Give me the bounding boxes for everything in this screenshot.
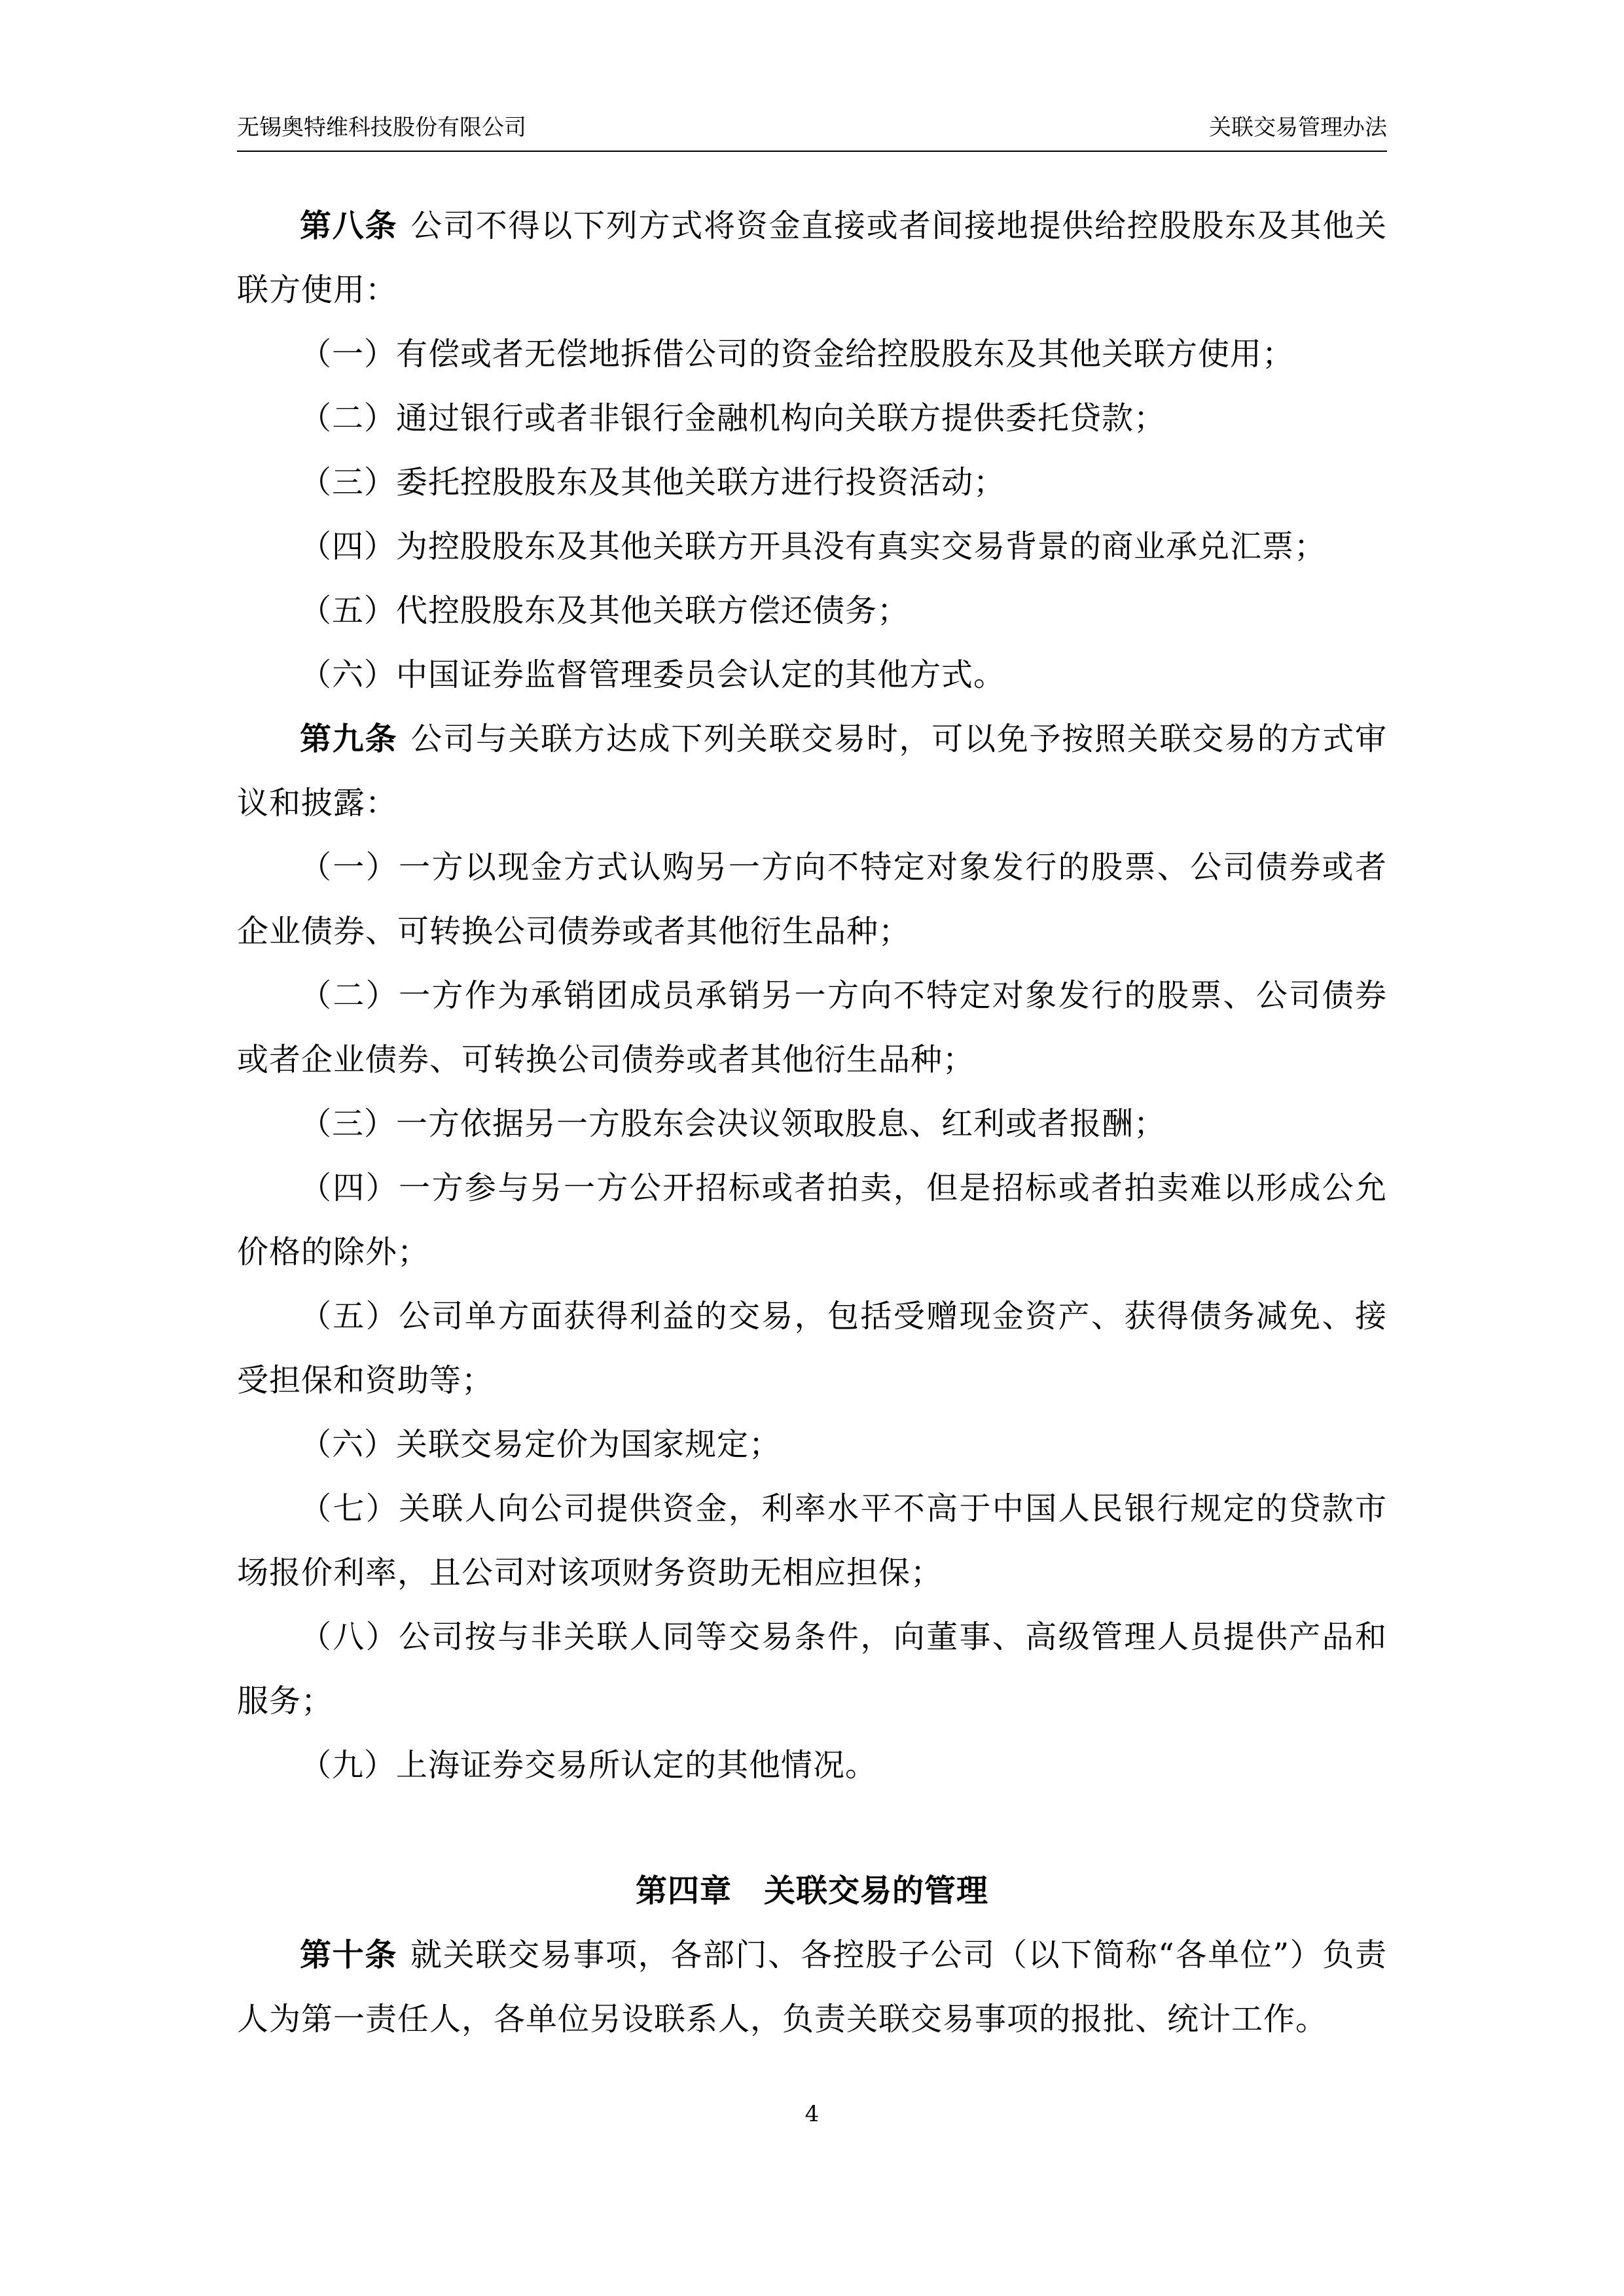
section-spacer [237,1797,1387,1859]
article-8 [237,194,1387,322]
article-10 [237,1923,1387,2051]
article-8-item: （四）为控股股东及其他关联方开具没有真实交易背景的商业承兑汇票； [300,528,1327,565]
article-9-item: （五）公司单方面获得利益的交易，包括受赠现金资产、获得债务减免、接受担保和资助等； [237,1298,1387,1399]
article-10-label: 第十条 [300,1937,397,1973]
article-8-item: （一）有偿或者无偿地拆借公司的资金给控股股东及其他关联方使用； [300,336,1295,372]
page-header [237,111,1387,151]
article-9-item: （九）上海证券交易所认定的其他情况。 [300,1747,878,1784]
article-8-item: （二）通过银行或者非银行金融机构向关联方提供委托贷款； [300,400,1166,437]
article-10-text: 就关联交易事项，各部门、各控股子公司（以下简称“各单位”）负责人为第一责任人，各单位另设联系人，负责关联交易事项的报批、统计工作。 [237,1937,1387,2037]
article-8-item: （三）委托控股股东及其他关联方进行投资活动； [300,464,1006,501]
page-number: 4 [804,2101,820,2127]
article-9-item: （八）公司按与非关联人同等交易条件，向董事、高级管理人员提供产品和服务； [237,1619,1387,1719]
article-9-item: （六）关联交易定价为国家规定； [300,1426,782,1463]
article-9-item: （一）一方以现金方式认购另一方向不特定对象发行的股票、公司债券或者企业债券、可转换公司债券或者其他衍生品种； [237,849,1387,950]
header-company-name: 无锡奥特维科技股份有限公司 [237,115,526,141]
article-9-label: 第九条 [300,721,398,757]
document-body [237,194,1387,2051]
article-9-text: 公司与关联方达成下列关联交易时，可以免予按照关联交易的方式审议和披露： [237,721,1387,821]
article-8-label: 第八条 [300,207,398,244]
header-divider [237,151,1387,152]
article-9-item: （七）关联人向公司提供资金，利率水平不高于中国人民银行规定的贷款市场报价利率，且公司对该项财务资助无相应担保； [237,1490,1387,1591]
article-9 [237,707,1387,835]
article-9-item: （二）一方作为承销团成员承销另一方向不特定对象发行的股票、公司债券或者企业债券、可转换公司债券或者其他衍生品种； [237,977,1387,1078]
article-9-item: （四）一方参与另一方公开招标或者拍卖，但是招标或者拍卖难以形成公允价格的除外； [237,1170,1387,1270]
header-document-title: 关联交易管理办法 [1209,115,1387,141]
article-8-item: （六）中国证券监督管理委员会认定的其他方式。 [300,656,1006,693]
chapter-heading: 第四章 关联交易的管理 [635,1873,988,1909]
article-9-item: （三）一方依据另一方股东会决议领取股息、红利或者报酬； [300,1105,1166,1142]
article-8-text: 公司不得以下列方式将资金直接或者间接地提供给控股股东及其他关联方使用： [237,207,1387,308]
article-8-item: （五）代控股股东及其他关联方偿还债务； [300,592,910,629]
